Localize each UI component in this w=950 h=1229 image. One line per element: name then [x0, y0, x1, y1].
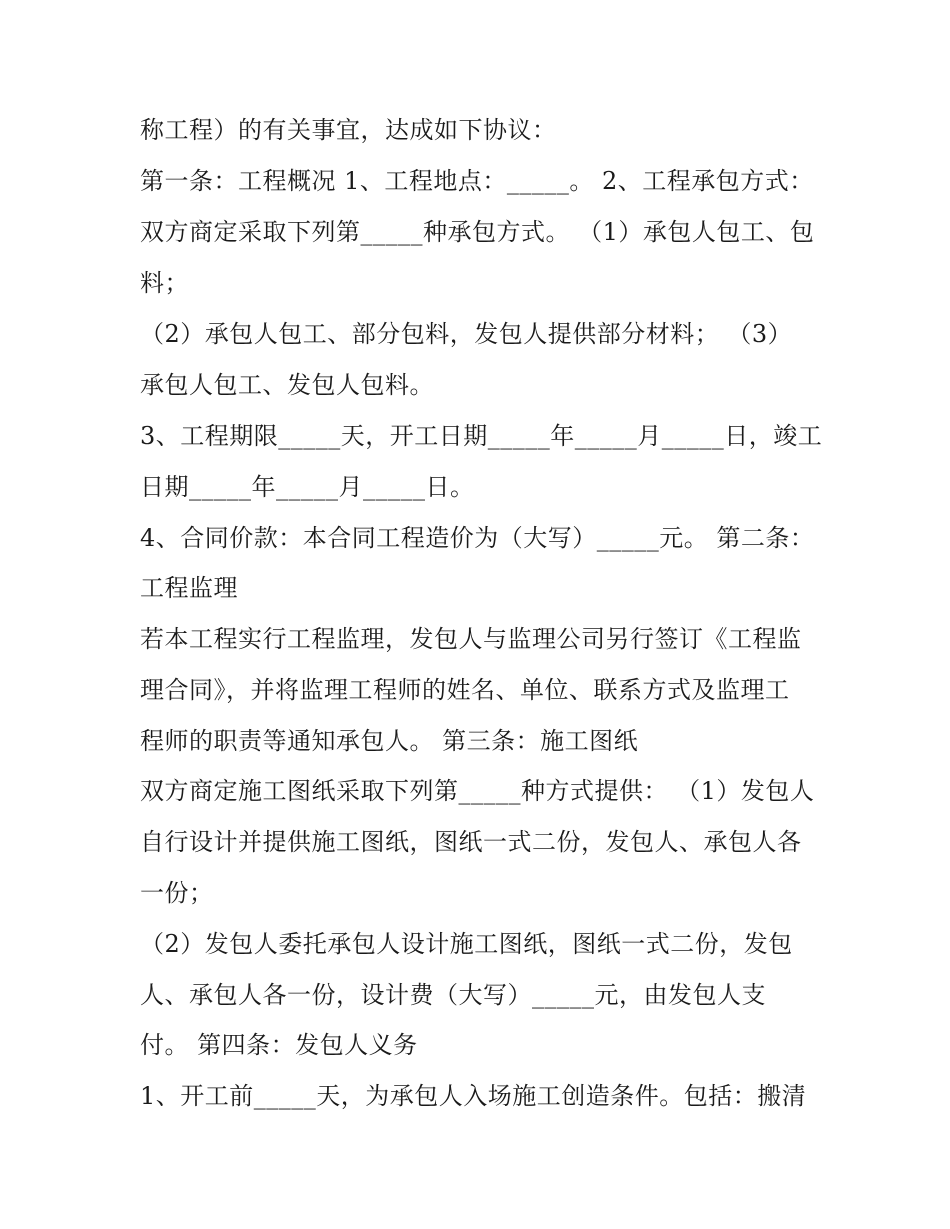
text-line: 理合同》，并将监理工程师的姓名、单位、联系方式及监理工 — [140, 676, 790, 704]
text-line: 料； — [140, 269, 189, 297]
text-line: 程师的职责等通知承包人。 第三条：施工图纸 — [140, 727, 639, 755]
text-line: 自行设计并提供施工图纸，图纸一式二份，发包人、承包人各 — [140, 828, 802, 856]
text-line: 3、工程期限_____天，开工日期_____年_____月_____日，竣工 — [140, 422, 823, 450]
text-line: 双方商定采取下列第_____种承包方式。 （1）承包人包工、包 — [140, 218, 815, 246]
text-line: 工程监理 — [140, 574, 238, 602]
text-line: 1、开工前_____天，为承包人入场施工创造条件。包括：搬清 — [140, 1082, 807, 1110]
text-line: 若本工程实行工程监理，发包人与监理公司另行签订《工程监 — [140, 625, 802, 653]
text-line: 承包人包工、发包人包料。 — [140, 371, 434, 399]
text-line: 第一条：工程概况 1、工程地点：_____。 2、工程承包方式： — [140, 167, 814, 195]
text-line: 称工程）的有关事宜，达成如下协议： — [140, 116, 557, 144]
text-line: 一份； — [140, 879, 214, 907]
text-line: 4、合同价款：本合同工程造价为（大写）_____元。 第二条： — [140, 524, 815, 552]
text-line: 人、承包人各一份，设计费（大写）_____元，由发包人支 — [140, 981, 766, 1009]
text-line: 双方商定施工图纸采取下列第_____种方式提供： （1）发包人 — [140, 777, 815, 805]
text-line: （2）发包人委托承包人设计施工图纸，图纸一式二份，发包 — [140, 930, 793, 958]
text-line: 付。 第四条：发包人义务 — [140, 1031, 418, 1059]
text-line: （2）承包人包工、部分包料，发包人提供部分材料； （3） — [140, 320, 793, 348]
text-line: 日期_____年_____月_____日。 — [140, 473, 475, 501]
